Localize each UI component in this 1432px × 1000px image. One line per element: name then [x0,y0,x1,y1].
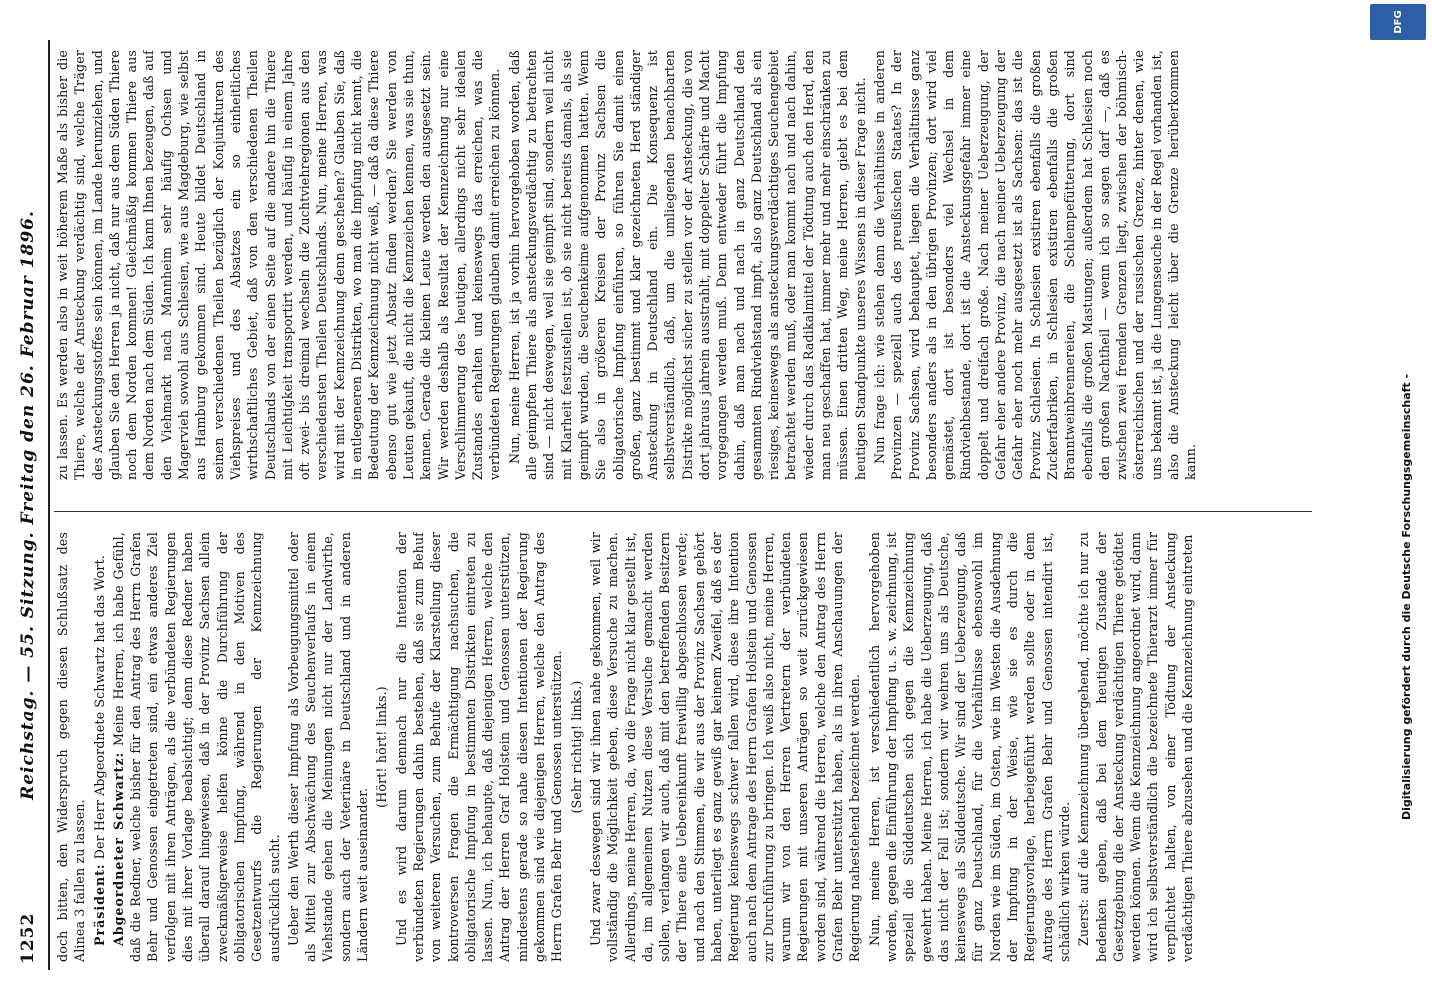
paragraph: Ueber den Werth dieser Impfung als Vorbeugungsmittel oder als Mittel zur Abschwächung des Seuchenverlaufs in einem Viehstande gehen die Meinungen nicht nur der Landwirthe, sondern auch der Veterinäre in Deutschland und in anderen Ländern weit auseinander. [285,532,371,962]
paragraph: (Sehr richtig! links.) [568,680,584,814]
header-rule [48,40,50,970]
paragraph: Nun, meine Herren, ist verschiedentlich hervorgehoben worden, gegen die Einführung der Impfung u. s. w. zeichnung, ist speziell die Süddeutschen sich gegen die Kennzeichnung gewehrt haben. Meine Herren, ich habe die Ueberzeugung, daß das nicht der Fall ist; sondern wir wehren uns als Deutsche, keineswegs als Süddeutsche. Wir sind der Ueberzeugung, daß für ganz Deutschland, für die Verhältnisse ebensowohl im Norden wie im Süden, im Osten, wie im Westen die Ausdehnung der Impfung in der Weise, wie sie es durch die Regierungsvorlage, herbeigeführt werden sollte oder in dem Antrage des Herrn Grafen Behr und Genossen intendirt ist, schädlich wirken würde. [866,532,1072,962]
paragraph: zu lassen. Es werden also in weit höherem Maße als bisher die Thiere, welche der Ansteckung verdächtig sind, welche Träger des Ansteckungsstoffes sein können, im Lande herumziehen, und glauben Sie den Herren ja nicht, daß nur aus dem Süden Thiere noch dem Norden kommen! Gleichmäßig kommen Thiere aus dem Norden nach dem Süden. Ich kann Ihnen bezeugen, daß auf den Viehmarkt nach Mannheim sehr häufig Ochsen und Magervieh sowohl aus Schlesien, wie aus Magdeburg, wie selbst aus Hamburg gekommen sind. Heute bildet Deutschland in seinen verschiedenen Theilen bezüglich der Konjunkturen des Viehspreises und des Absatzes ein so einheitliches wirthschaftliches Gebiet, daß von den verschiedenen Theilen Deutschlands von der einen Seite auf die andere hin die Thiere mit Leichtigkeit transportirt werden, und häufig in einem Jahre oft zwei- bis dreimal wechseln die Zuchtviehregionen aus den verschiedensten Theilen Deutschlands. Nun, meine Herren, was wird mit der Kennzeichnung denn geschehen? Glauben Sie, daß in entlegeneren Distrikten, wo man die Impfung nicht kennt, die Bedeutung der Kennzeichnung nicht weiß, — daß da diese Thiere ebenso gut wie jetzt Absatz finden werden? Sie werden von Leuten gekauft, die nicht die Kennzeichen kennen, was sie thun, kennen. Gerade die kleinen Leute werden den ausgesetzt sein. Wir werden deshalb als Resultat der Kennzeichnung nur eine Verschlimmerung des heutigen, allerdings nicht sehr idealen Zustandes erhalten und keineswegs das erreichen, was die verbündeten Regierungen glauben damit erreichen zu können. [55,50,503,480]
speaker-name: Abgeordneter Schwartz: [110,751,126,946]
column-divider [54,511,1312,512]
paragraph: (Hört! hört! links.) [374,686,390,808]
paragraph: doch bitten, den Widerspruch gegen diesen Schlußsatz des Alinea 3 fallen zu lassen. [55,532,88,962]
paragraph: Nun, meine Herren, ist ja vorhin hervorgehoben worden, daß alle geimpften Thiere als ansteckungsverdächtig zu betrachten sind — nicht deswegen, weil sie geimpft sind, sondern weil nicht mit Klarheit festzustellen ist, ob sie nicht bereits damals, als sie geimpft wurden, die Seuchenkeime aufgenommen hatten. Wenn Sie also in größeren Kreisen der Provinz Sachsen die obligatorische Impfung einführen, so führen Sie damit einen großen, ganz bestimmt und klar gezeichneten Herd ständiger Ansteckung in Deutschland ein. Die Konsequenz ist selbstverständlich, daß, um die umliegenden benachbarten Distrikte möglichst sicher zu stellen vor der Ansteckung, die von dort jahraus jahrein ausstrahlt, mit doppelter Schärfe und Macht vorgegangen werden muß. Denn entweder führt die Impfung dahin, daß man nach und nach in ganz Deutschland den gesammten Rindviehstand impft, also ganz Deutschland als ein riesiges, keineswegs als ansteckungsverdächtiges Seuchengebiet betrachtet werden muß, oder man kommt nach und nach dahin, wieder durch das Radikalmittel der Tödtung auch den Herd, den man neu geschaffen hat, immer mehr und mehr einschränken zu müssen. Einen dritten Weg, meine Herren, giebt es bei dem heutigen Standpunkte unseres Wissens in dieser Frage nicht. [506,50,868,480]
left-text-column [54,532,1312,962]
paragraph: Und es wird darum demnach nur die Intention der verbündeten Regierungen dahin bestehen, daß sie zum Behuf von weiteren Versuchen, zum Behufe der Klarstellung dieser kontroversen Fragen die Ermächtigung nachsuchen, die obligatorische Impfung in bestimmten Distrikten eintreten zu lassen. Nun, ich behaupte, daß diejenigen Herren, welche den Antrag der Herren Graf Holstein und Genossen unterstützen, mindestens gerade so nahe diesen Intentionen der Regierung gekommen sind wie diejenigen Herren, welche den Antrag des Herrn Grafen Behr und Genossen unterstützen. [393,532,565,962]
paragraph: Und zwar deswegen sind wir ihnen nahe gekommen, weil wir vollständig die Möglichkeit geben, diese Versuche zu machen. Allerdings, meine Herren, da, wo die Frage nicht klar gestellt ist, da, im allgemeinen Nutzen diese Versuche gemacht werden sollen, verlangen wir auch, daß mit den betreffenden Besitzern der Thiere eine Uebereinkunft freiwillig abgeschlossen werde; und nach den Stimmen, die wir aus der Provinz Sachsen gehört haben, unterliegt es ganz gewiß gar keinem Zweifel, daß es der Regierung keineswegs schwer fallen wird, diese ihre Intention auch nach dem Antrage des Herrn Grafen Holstein und Genossen zur Durchführung zu bringen. Ich weiß also nicht, meine Herren, warum wir von den Herren Vertretern der verbündeten Regierungen mit unseren Anträgen so weit zurückgewiesen worden sind, während die Herren, welche den Antrag des Herrn Grafen Behr unterstützt haben, als in ihren Anschauungen der Regierung nahestehend bezeichnet werden. [587,532,863,962]
paragraph [91,532,108,962]
paragraph: Zuerst: auf die Kennzeichnung übergehend, möchte ich nur zu bedenken geben, daß bei dem heutigen Zustande der Gesetzgebung die der Ansteckung verdächtigen Thiere getödtet werden können. Wenn die Kennzeichnung angeordnet wird, dann wird ich selbstverständlich die bezeichnete Thierarzt immer für verpflichtet halten, von einer Tödtung der Ansteckung verdächtigen Thiere abzusehen und die Kennzeichnung eintreten [1076,532,1195,962]
dfg-logo: DFG [1370,4,1426,40]
page-header [12,40,46,970]
paragraph: Nun frage ich: wie stehen denn die Verhältnisse in anderen Provinzen — speziell auch des preußischen Staates? In der Provinz Sachsen, wird behauptet, liegen die Verhältnisse ganz besonders anders als in den übrigen Provinzen; dort wird viel gemästet, dort ist besonders viel Wechsel in dem Rindviehbestande, dort ist die Ansteckungsgefahr immer eine doppelt und dreifach große. Nach meiner Ueberzeugung, der Gefahr eher andere Provinz, die nach meiner Ueberzeugung der Gefahr eher noch mehr ausgesetzt ist als Sachsen: das ist die Provinz Schlesien. In Schlesien existiren ebenfalls die großen Zuckerfabriken, in Schlesien existiren ebenfalls die großen Branntweinbrennereien, die Schlempefütterung, dort sind ebenfalls die großen Mastungen; außerdem hat Schlesien noch den großen Nachtheil — wenn ich so sagen darf —, daß es zwischen zwei fremden Grenzen liegt, zwischen der böhmisch-österreichischen und der russischen Grenze, hinter denen, wie uns bekannt ist, ja die Lungenseuche in der Regel vorhanden ist, also die Ansteckung leicht über die Grenze herüberkommen kann. [871,50,1199,480]
right-text-column [54,50,1312,480]
speech-text: Meine Herren, ich habe Gefühl, daß die Redner, welche bisher für den Antrag des Herrn Grafen Behr und Genossen eingetreten sind, ein etwas anderes Ziel verfolgen mit ihren Anträgen, als die verbündeten Regierungen dies mit ihrer Vorlage beabsichtigt; denn diese Redner haben überall darauf hingewiesen, daß in der Provinz Sachsen allein zweckmäßigerweise helfen könne die Durchführung der obligatorischen Impfung, während in den Motiven des Gesetzentwurfs die Regierungen der Kennzeichnung ausdrücklich sucht. [110,532,282,962]
running-title: Reichstag. — 55. Sitzung. Freitag den 26. Februar 1896. [18,210,38,800]
speaker-name: Präsident: [91,863,107,946]
paragraph [110,532,283,962]
digitization-credit: Digitalisierung gefördert durch die Deutsche Forschungsgemeinschaft - [1400,373,1413,820]
page-number: 1252 [18,912,38,964]
speech-text: Der Herr Abgeordnete Schwartz hat das Wort. [91,555,107,864]
